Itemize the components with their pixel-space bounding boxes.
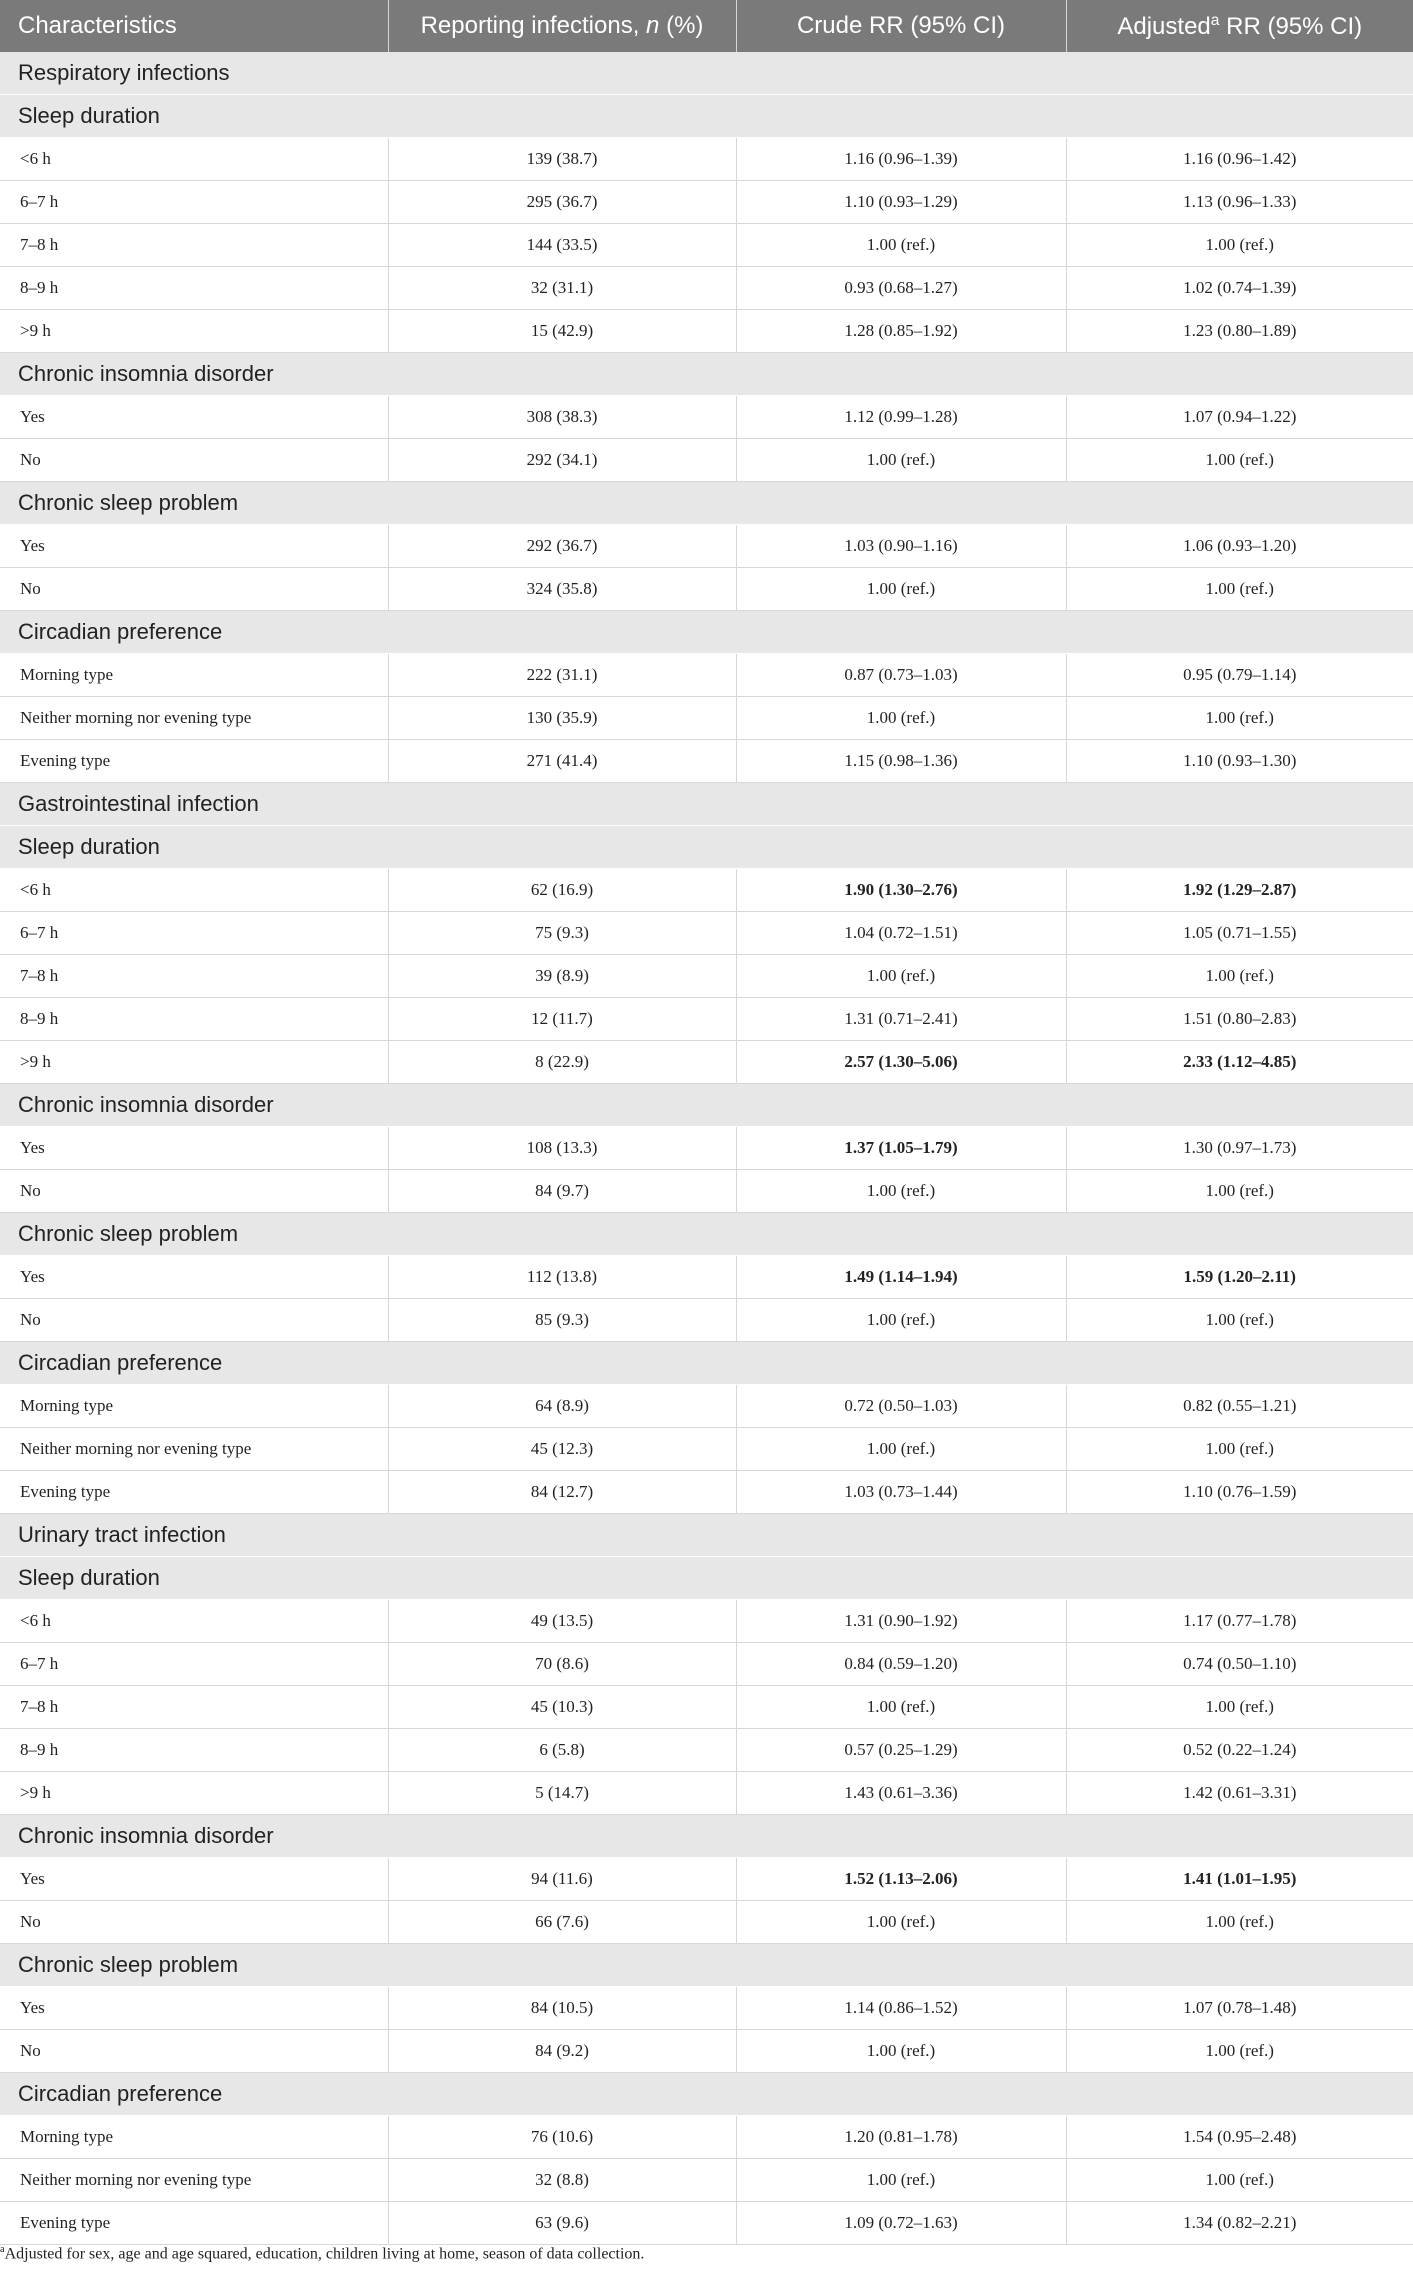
cell-reporting-infections: 84 (9.7) — [388, 1170, 736, 1213]
subsection-header-row — [0, 2073, 1413, 2116]
table-row — [0, 955, 1413, 998]
table-row — [0, 654, 1413, 697]
cell-adjusted-rr: 1.00 (ref.) — [1066, 1686, 1413, 1729]
cell-characteristic: Yes — [0, 525, 388, 568]
group-title: Respiratory infections — [0, 52, 1413, 95]
cell-characteristic: 8–9 h — [0, 1729, 388, 1772]
cell-characteristic: Neither morning nor evening type — [0, 1428, 388, 1471]
cell-characteristic: <6 h — [0, 138, 388, 181]
cell-reporting-infections: 130 (35.9) — [388, 697, 736, 740]
header-row — [0, 0, 1413, 52]
cell-reporting-infections: 112 (13.8) — [388, 1256, 736, 1299]
cell-adjusted-rr: 1.13 (0.96–1.33) — [1066, 181, 1413, 224]
cell-reporting-infections: 295 (36.7) — [388, 181, 736, 224]
cell-characteristic: Yes — [0, 1858, 388, 1901]
cell-characteristic: 7–8 h — [0, 1686, 388, 1729]
footnote-marker: a — [0, 2244, 5, 2255]
table-body — [0, 52, 1413, 2245]
cell-crude-rr: 1.12 (0.99–1.28) — [736, 396, 1066, 439]
cell-adjusted-rr: 1.23 (0.80–1.89) — [1066, 310, 1413, 353]
cell-reporting-infections: 84 (12.7) — [388, 1471, 736, 1514]
subsection-header-row — [0, 611, 1413, 654]
group-title: Gastrointestinal infection — [0, 783, 1413, 826]
subsection-title: Chronic sleep problem — [0, 1213, 1413, 1256]
cell-reporting-infections: 271 (41.4) — [388, 740, 736, 783]
subsection-title: Sleep duration — [0, 826, 1413, 869]
group-title: Urinary tract infection — [0, 1514, 1413, 1557]
cell-reporting-infections: 66 (7.6) — [388, 1901, 736, 1944]
cell-characteristic: Yes — [0, 1127, 388, 1170]
cell-crude-rr: 1.00 (ref.) — [736, 439, 1066, 482]
subsection-title: Chronic insomnia disorder — [0, 1084, 1413, 1127]
cell-crude-rr: 1.31 (0.90–1.92) — [736, 1600, 1066, 1643]
cell-adjusted-rr: 1.00 (ref.) — [1066, 224, 1413, 267]
cell-characteristic: 6–7 h — [0, 1643, 388, 1686]
table-row — [0, 998, 1413, 1041]
cell-crude-rr: 1.15 (0.98–1.36) — [736, 740, 1066, 783]
cell-reporting-infections: 324 (35.8) — [388, 568, 736, 611]
table-footnote — [0, 2244, 1413, 2263]
subsection-title: Chronic insomnia disorder — [0, 1815, 1413, 1858]
subsection-header-row — [0, 826, 1413, 869]
cell-adjusted-rr: 1.00 (ref.) — [1066, 955, 1413, 998]
cell-crude-rr: 1.31 (0.71–2.41) — [736, 998, 1066, 1041]
cell-crude-rr: 0.57 (0.25–1.29) — [736, 1729, 1066, 1772]
table-row — [0, 1299, 1413, 1342]
subsection-title: Circadian preference — [0, 2073, 1413, 2116]
table-row — [0, 1471, 1413, 1514]
cell-reporting-infections: 292 (34.1) — [388, 439, 736, 482]
subsection-title: Sleep duration — [0, 95, 1413, 138]
subsection-header-row — [0, 1944, 1413, 1987]
cell-adjusted-rr: 1.54 (0.95–2.48) — [1066, 2116, 1413, 2159]
cell-crude-rr: 1.04 (0.72–1.51) — [736, 912, 1066, 955]
cell-crude-rr: 1.37 (1.05–1.79) — [736, 1127, 1066, 1170]
cell-crude-rr: 1.49 (1.14–1.94) — [736, 1256, 1066, 1299]
cell-crude-rr: 1.00 (ref.) — [736, 1299, 1066, 1342]
table-row — [0, 181, 1413, 224]
cell-crude-rr: 1.43 (0.61–3.36) — [736, 1772, 1066, 1815]
cell-adjusted-rr: 1.00 (ref.) — [1066, 1170, 1413, 1213]
cell-adjusted-rr: 1.41 (1.01–1.95) — [1066, 1858, 1413, 1901]
cell-crude-rr: 0.72 (0.50–1.03) — [736, 1385, 1066, 1428]
cell-adjusted-rr: 1.00 (ref.) — [1066, 2030, 1413, 2073]
cell-reporting-infections: 308 (38.3) — [388, 396, 736, 439]
cell-reporting-infections: 94 (11.6) — [388, 1858, 736, 1901]
table-row — [0, 1256, 1413, 1299]
table-row — [0, 1686, 1413, 1729]
header-adjusted-rr — [1066, 0, 1413, 52]
table-row — [0, 1901, 1413, 1944]
table-row — [0, 1643, 1413, 1686]
cell-adjusted-rr: 1.51 (0.80–2.83) — [1066, 998, 1413, 1041]
footnote-text: Adjusted for sex, age and age squared, education, children living at home, season of data collection. — [4, 2245, 645, 2263]
table-row — [0, 568, 1413, 611]
subsection-title: Chronic insomnia disorder — [0, 353, 1413, 396]
cell-reporting-infections: 76 (10.6) — [388, 2116, 736, 2159]
subsection-header-row — [0, 482, 1413, 525]
cell-reporting-infections: 45 (12.3) — [388, 1428, 736, 1471]
subsection-title: Sleep duration — [0, 1557, 1413, 1600]
table-row — [0, 1041, 1413, 1084]
subsection-header-row — [0, 95, 1413, 138]
table-row — [0, 2159, 1413, 2202]
table-row — [0, 396, 1413, 439]
cell-adjusted-rr: 1.05 (0.71–1.55) — [1066, 912, 1413, 955]
table-row — [0, 740, 1413, 783]
table-header — [0, 0, 1413, 52]
cell-reporting-infections: 8 (22.9) — [388, 1041, 736, 1084]
cell-characteristic: <6 h — [0, 1600, 388, 1643]
cell-characteristic: Yes — [0, 396, 388, 439]
cell-crude-rr: 1.00 (ref.) — [736, 1901, 1066, 1944]
cell-reporting-infections: 62 (16.9) — [388, 869, 736, 912]
cell-reporting-infections: 75 (9.3) — [388, 912, 736, 955]
cell-crude-rr: 1.00 (ref.) — [736, 955, 1066, 998]
cell-crude-rr: 1.00 (ref.) — [736, 1170, 1066, 1213]
cell-adjusted-rr: 1.42 (0.61–3.31) — [1066, 1772, 1413, 1815]
cell-characteristic: >9 h — [0, 310, 388, 353]
header-adjusted-prefix: Adjusted — [1117, 12, 1211, 40]
cell-adjusted-rr: 1.00 (ref.) — [1066, 2159, 1413, 2202]
cell-characteristic: 7–8 h — [0, 955, 388, 998]
cell-adjusted-rr: 0.52 (0.22–1.24) — [1066, 1729, 1413, 1772]
header-characteristics: Characteristics — [0, 0, 388, 52]
cell-reporting-infections: 32 (31.1) — [388, 267, 736, 310]
cell-characteristic: Neither morning nor evening type — [0, 2159, 388, 2202]
cell-characteristic: Neither morning nor evening type — [0, 697, 388, 740]
cell-reporting-infections: 108 (13.3) — [388, 1127, 736, 1170]
cell-reporting-infections: 32 (8.8) — [388, 2159, 736, 2202]
table-row — [0, 439, 1413, 482]
cell-reporting-infections: 222 (31.1) — [388, 654, 736, 697]
cell-crude-rr: 1.03 (0.90–1.16) — [736, 525, 1066, 568]
cell-characteristic: Evening type — [0, 740, 388, 783]
cell-characteristic: Evening type — [0, 2202, 388, 2245]
cell-characteristic: 6–7 h — [0, 912, 388, 955]
table-row — [0, 310, 1413, 353]
cell-characteristic: <6 h — [0, 869, 388, 912]
table-row — [0, 1729, 1413, 1772]
table-row — [0, 1772, 1413, 1815]
table-row — [0, 1170, 1413, 1213]
cell-adjusted-rr: 1.59 (1.20–2.11) — [1066, 1256, 1413, 1299]
cell-crude-rr: 1.03 (0.73–1.44) — [736, 1471, 1066, 1514]
cell-characteristic: No — [0, 2030, 388, 2073]
cell-crude-rr: 2.57 (1.30–5.06) — [736, 1041, 1066, 1084]
cell-reporting-infections: 49 (13.5) — [388, 1600, 736, 1643]
cell-adjusted-rr: 1.07 (0.78–1.48) — [1066, 1987, 1413, 2030]
cell-characteristic: 7–8 h — [0, 224, 388, 267]
cell-adjusted-rr: 1.00 (ref.) — [1066, 568, 1413, 611]
cell-reporting-infections: 64 (8.9) — [388, 1385, 736, 1428]
cell-characteristic: Yes — [0, 1987, 388, 2030]
cell-reporting-infections: 15 (42.9) — [388, 310, 736, 353]
cell-characteristic: 6–7 h — [0, 181, 388, 224]
cell-adjusted-rr: 1.02 (0.74–1.39) — [1066, 267, 1413, 310]
header-reporting-infections — [388, 0, 736, 52]
subsection-header-row — [0, 1557, 1413, 1600]
header-adjusted-suffix: RR (95% CI) — [1219, 12, 1363, 40]
cell-adjusted-rr: 0.95 (0.79–1.14) — [1066, 654, 1413, 697]
subsection-header-row — [0, 1084, 1413, 1127]
cell-crude-rr: 1.90 (1.30–2.76) — [736, 869, 1066, 912]
cell-reporting-infections: 84 (10.5) — [388, 1987, 736, 2030]
subsection-header-row — [0, 1213, 1413, 1256]
cell-crude-rr: 1.00 (ref.) — [736, 2159, 1066, 2202]
subsection-title: Chronic sleep problem — [0, 482, 1413, 525]
cell-characteristic: No — [0, 1170, 388, 1213]
header-crude-rr: Crude RR (95% CI) — [736, 0, 1066, 52]
group-header-row — [0, 783, 1413, 826]
cell-characteristic: No — [0, 439, 388, 482]
group-header-row — [0, 52, 1413, 95]
cell-adjusted-rr: 1.10 (0.76–1.59) — [1066, 1471, 1413, 1514]
table-row — [0, 697, 1413, 740]
cell-characteristic: >9 h — [0, 1772, 388, 1815]
cell-adjusted-rr: 1.00 (ref.) — [1066, 697, 1413, 740]
cell-reporting-infections: 45 (10.3) — [388, 1686, 736, 1729]
subsection-title: Circadian preference — [0, 611, 1413, 654]
cell-characteristic: No — [0, 1299, 388, 1342]
cell-reporting-infections: 84 (9.2) — [388, 2030, 736, 2073]
cell-adjusted-rr: 1.92 (1.29–2.87) — [1066, 869, 1413, 912]
table-row — [0, 869, 1413, 912]
table-row — [0, 1385, 1413, 1428]
cell-crude-rr: 1.14 (0.86–1.52) — [736, 1987, 1066, 2030]
cell-adjusted-rr: 1.07 (0.94–1.22) — [1066, 396, 1413, 439]
cell-crude-rr: 1.28 (0.85–1.92) — [736, 310, 1066, 353]
header-reporting-prefix: Reporting infections, — [420, 12, 647, 39]
table-row — [0, 1600, 1413, 1643]
cell-crude-rr: 0.87 (0.73–1.03) — [736, 654, 1066, 697]
cell-reporting-infections: 144 (33.5) — [388, 224, 736, 267]
cell-adjusted-rr: 1.34 (0.82–2.21) — [1066, 2202, 1413, 2245]
table-row — [0, 2202, 1413, 2245]
table-row — [0, 1858, 1413, 1901]
cell-crude-rr: 0.84 (0.59–1.20) — [736, 1643, 1066, 1686]
cell-crude-rr: 1.00 (ref.) — [736, 224, 1066, 267]
subsection-header-row — [0, 1815, 1413, 1858]
cell-adjusted-rr: 2.33 (1.12–4.85) — [1066, 1041, 1413, 1084]
cell-crude-rr: 1.00 (ref.) — [736, 697, 1066, 740]
table-row — [0, 525, 1413, 568]
cell-characteristic: Yes — [0, 1256, 388, 1299]
cell-adjusted-rr: 1.00 (ref.) — [1066, 439, 1413, 482]
cell-reporting-infections: 85 (9.3) — [388, 1299, 736, 1342]
cell-characteristic: Morning type — [0, 2116, 388, 2159]
cell-crude-rr: 1.09 (0.72–1.63) — [736, 2202, 1066, 2245]
cell-characteristic: Evening type — [0, 1471, 388, 1514]
cell-adjusted-rr: 1.00 (ref.) — [1066, 1428, 1413, 1471]
cell-characteristic: Morning type — [0, 1385, 388, 1428]
cell-reporting-infections: 70 (8.6) — [388, 1643, 736, 1686]
cell-adjusted-rr: 1.06 (0.93–1.20) — [1066, 525, 1413, 568]
table-row — [0, 224, 1413, 267]
cell-characteristic: 8–9 h — [0, 267, 388, 310]
cell-characteristic: No — [0, 568, 388, 611]
cell-crude-rr: 1.52 (1.13–2.06) — [736, 1858, 1066, 1901]
cell-adjusted-rr: 1.16 (0.96–1.42) — [1066, 138, 1413, 181]
cell-crude-rr: 1.16 (0.96–1.39) — [736, 138, 1066, 181]
cell-reporting-infections: 292 (36.7) — [388, 525, 736, 568]
subsection-title: Circadian preference — [0, 1342, 1413, 1385]
cell-adjusted-rr: 1.17 (0.77–1.78) — [1066, 1600, 1413, 1643]
table-row — [0, 1428, 1413, 1471]
cell-adjusted-rr: 1.00 (ref.) — [1066, 1299, 1413, 1342]
cell-crude-rr: 1.10 (0.93–1.29) — [736, 181, 1066, 224]
cell-crude-rr: 1.00 (ref.) — [736, 1428, 1066, 1471]
table-row — [0, 912, 1413, 955]
table-row — [0, 2030, 1413, 2073]
table-row — [0, 138, 1413, 181]
cell-crude-rr: 0.93 (0.68–1.27) — [736, 267, 1066, 310]
cell-adjusted-rr: 1.00 (ref.) — [1066, 1901, 1413, 1944]
header-adjusted-sup: a — [1210, 11, 1220, 29]
cell-adjusted-rr: 1.30 (0.97–1.73) — [1066, 1127, 1413, 1170]
cell-reporting-infections: 5 (14.7) — [388, 1772, 736, 1815]
table-row — [0, 2116, 1413, 2159]
subsection-header-row — [0, 1342, 1413, 1385]
cell-reporting-infections: 12 (11.7) — [388, 998, 736, 1041]
table-row — [0, 267, 1413, 310]
cell-reporting-infections: 139 (38.7) — [388, 138, 736, 181]
cell-adjusted-rr: 0.74 (0.50–1.10) — [1066, 1643, 1413, 1686]
cell-characteristic: Morning type — [0, 654, 388, 697]
header-reporting-suffix: (%) — [659, 12, 704, 39]
cell-adjusted-rr: 0.82 (0.55–1.21) — [1066, 1385, 1413, 1428]
cell-crude-rr: 1.00 (ref.) — [736, 568, 1066, 611]
subsection-header-row — [0, 353, 1413, 396]
cell-characteristic: 8–9 h — [0, 998, 388, 1041]
cell-characteristic: >9 h — [0, 1041, 388, 1084]
cell-reporting-infections: 63 (9.6) — [388, 2202, 736, 2245]
cell-crude-rr: 1.00 (ref.) — [736, 2030, 1066, 2073]
subsection-title: Chronic sleep problem — [0, 1944, 1413, 1987]
cell-characteristic: No — [0, 1901, 388, 1944]
header-reporting-n: n — [646, 12, 660, 39]
cell-reporting-infections: 39 (8.9) — [388, 955, 736, 998]
cell-crude-rr: 1.20 (0.81–1.78) — [736, 2116, 1066, 2159]
table-row — [0, 1987, 1413, 2030]
cell-adjusted-rr: 1.10 (0.93–1.30) — [1066, 740, 1413, 783]
table-row — [0, 1127, 1413, 1170]
cell-crude-rr: 1.00 (ref.) — [736, 1686, 1066, 1729]
group-header-row — [0, 1514, 1413, 1557]
cell-reporting-infections: 6 (5.8) — [388, 1729, 736, 1772]
